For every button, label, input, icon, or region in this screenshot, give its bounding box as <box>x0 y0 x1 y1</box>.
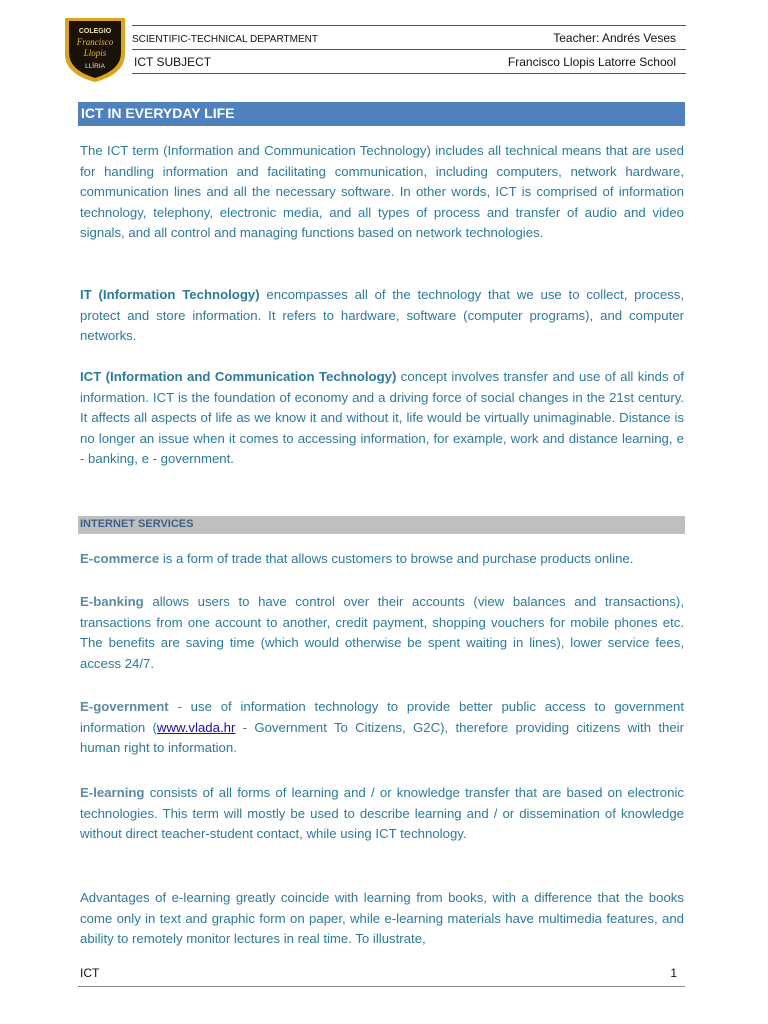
it-term: IT (Information Technology) <box>80 287 260 302</box>
footer-label: ICT <box>80 966 100 980</box>
ecommerce-term: E-commerce <box>80 551 160 566</box>
department-label: SCIENTIFIC-TECHNICAL DEPARTMENT <box>132 34 318 45</box>
school-name-label: Francisco Llopis Latorre School <box>507 55 676 69</box>
ebanking-paragraph <box>80 592 684 674</box>
ict-term: ICT (Information and Communication Technology) <box>80 369 397 384</box>
it-text: encompasses all of the technology that we use to collect, process, protect and store information. It refers to hardware, software (computer programs), and computer networks. <box>80 287 685 343</box>
ebanking-text: allows users to have control over their accounts (view balances and transactions), transactions from one account to another, credit payment, shopping vouchers for mobile phones etc. The benefits are saving time (which would otherwise be spent waiting in lines), lower service fees, access 24/7. <box>80 594 684 671</box>
ecommerce-paragraph <box>80 549 684 570</box>
page-footer <box>78 966 685 987</box>
subject-label: ICT SUBJECT <box>134 55 212 69</box>
header-table <box>132 25 686 73</box>
internet-services-title: INTERNET SERVICES <box>80 518 194 530</box>
ict-text: concept involves transfer and use of all kinds of information. ICT is the foundation of economy and a driving force of social changes in the 21st century. It affects all aspects of life as we know it and without it, life would be virtually unimaginable. Distance is no longer an issue when it comes to accessing information, for example, work and distance learning, e - banking, e - government. <box>80 369 684 466</box>
svg-text:Francisco: Francisco <box>76 37 114 47</box>
ict-definition-paragraph <box>80 141 684 244</box>
elearning-text: consists of all forms of learning and / or knowledge transfer that are based on electronic technologies. This term will mostly be used to describe learning and / or dissemination of knowledge without direct teacher-student contact, while using ICT technology. <box>80 785 684 841</box>
section-title: ICT IN EVERYDAY LIFE <box>81 105 235 121</box>
egovernment-term: E-government <box>80 699 169 714</box>
header-row-1 <box>132 25 686 49</box>
egovernment-paragraph <box>80 697 684 759</box>
ict-definition-text: The ICT term (Information and Communication Technology) includes all technical means that are used for handling information and facilitating communication, including computers, network hardware, communication lines and all the necessary software. In other words, ICT is comprised of information technology, telephony, electronic media, and all types of process and transfer of audio and video signals, and all control and managing functions based on network technologies. <box>80 143 684 240</box>
svg-text:LLÍRIA: LLÍRIA <box>85 63 105 70</box>
advantages-text: Advantages of e-learning greatly coincide with learning from books, with a difference that the books come only in text and graphic form on paper, while e-learning materials have multimedia features, and ability to remotely monitor lectures in real time. To illustrate, <box>80 890 684 946</box>
ebanking-term: E-banking <box>80 594 144 609</box>
egovernment-text-a: - use of information technology to provide better public access to government information ( <box>80 699 684 735</box>
egovernment-text-b: - Government To Citizens, G2C), therefore providing citizens with their human right to information. <box>80 719 684 755</box>
ict-paragraph <box>80 367 684 470</box>
teacher-label: Teacher: Andrés Veses <box>553 31 676 45</box>
svg-text:Llopis: Llopis <box>83 48 107 58</box>
page-number: 1 <box>670 966 677 980</box>
svg-text:COLEGIO: COLEGIO <box>78 28 112 35</box>
advantages-paragraph <box>80 888 684 950</box>
it-paragraph <box>80 285 684 347</box>
school-crest-logo <box>62 14 128 84</box>
internet-services-bar <box>78 516 685 534</box>
header-row-2 <box>132 49 686 73</box>
page-header <box>62 14 686 84</box>
elearning-paragraph <box>80 783 684 845</box>
elearning-term: E-learning <box>80 785 145 800</box>
ecommerce-text: is a form of trade that allows customers to browse and purchase products online. <box>159 551 634 566</box>
section-title-bar <box>78 102 685 126</box>
vlada-link[interactable]: www.vlada.hr <box>156 719 236 735</box>
